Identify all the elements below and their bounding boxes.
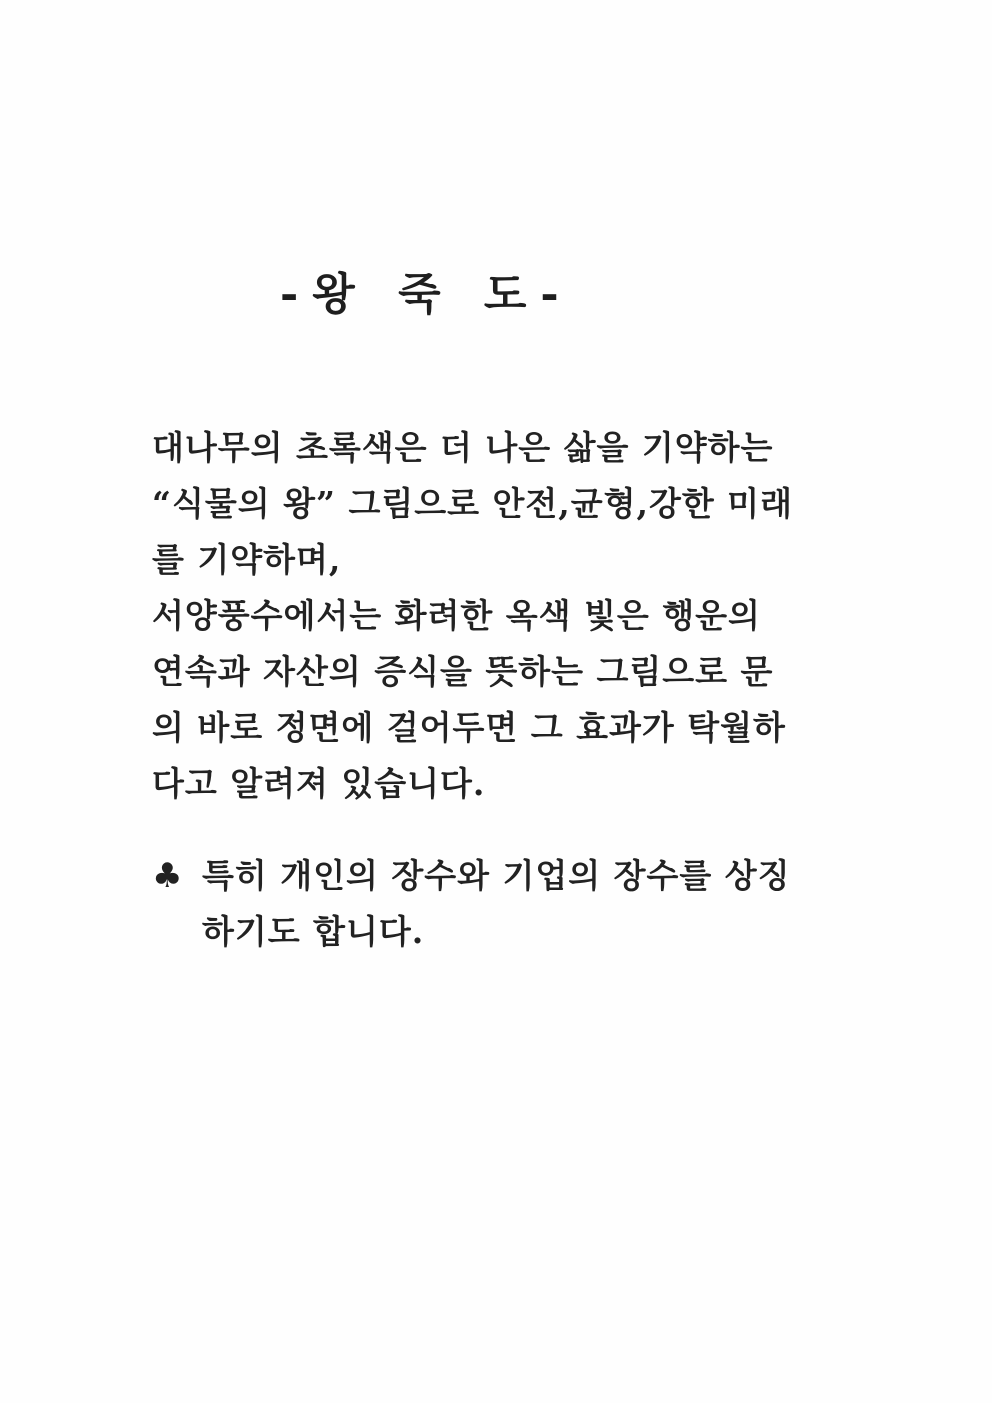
paragraph-line: 서양풍수에서는 화려한 옥색 빛은 행운의 (152, 596, 761, 635)
paragraph-line: 의 바로 정면에 걸어두면 그 효과가 탁월하 (152, 708, 786, 747)
club-icon: ♣ (152, 856, 184, 896)
body-paragraph (152, 420, 842, 812)
paragraph-line: 연속과 자산의 증식을 뜻하는 그림으로 문 (152, 652, 774, 691)
note-line (152, 904, 852, 960)
note-text: 특히 개인의 장수와 기업의 장수를 상징 (202, 856, 791, 895)
note-line (152, 848, 852, 904)
paragraph-line: 를 기약하며, (152, 540, 342, 579)
note-text: 하기도 합니다. (202, 912, 425, 951)
page-title: -왕 죽 도- (280, 269, 573, 320)
paragraph-line: 다고 알려져 있습니다. (152, 764, 486, 803)
paragraph-line: 대나무의 초록색은 더 나은 삶을 기약하는 (152, 428, 774, 467)
note-block (152, 848, 852, 960)
paragraph-line: “식물의 왕” 그림으로 안전,균형,강한 미래 (152, 484, 793, 523)
